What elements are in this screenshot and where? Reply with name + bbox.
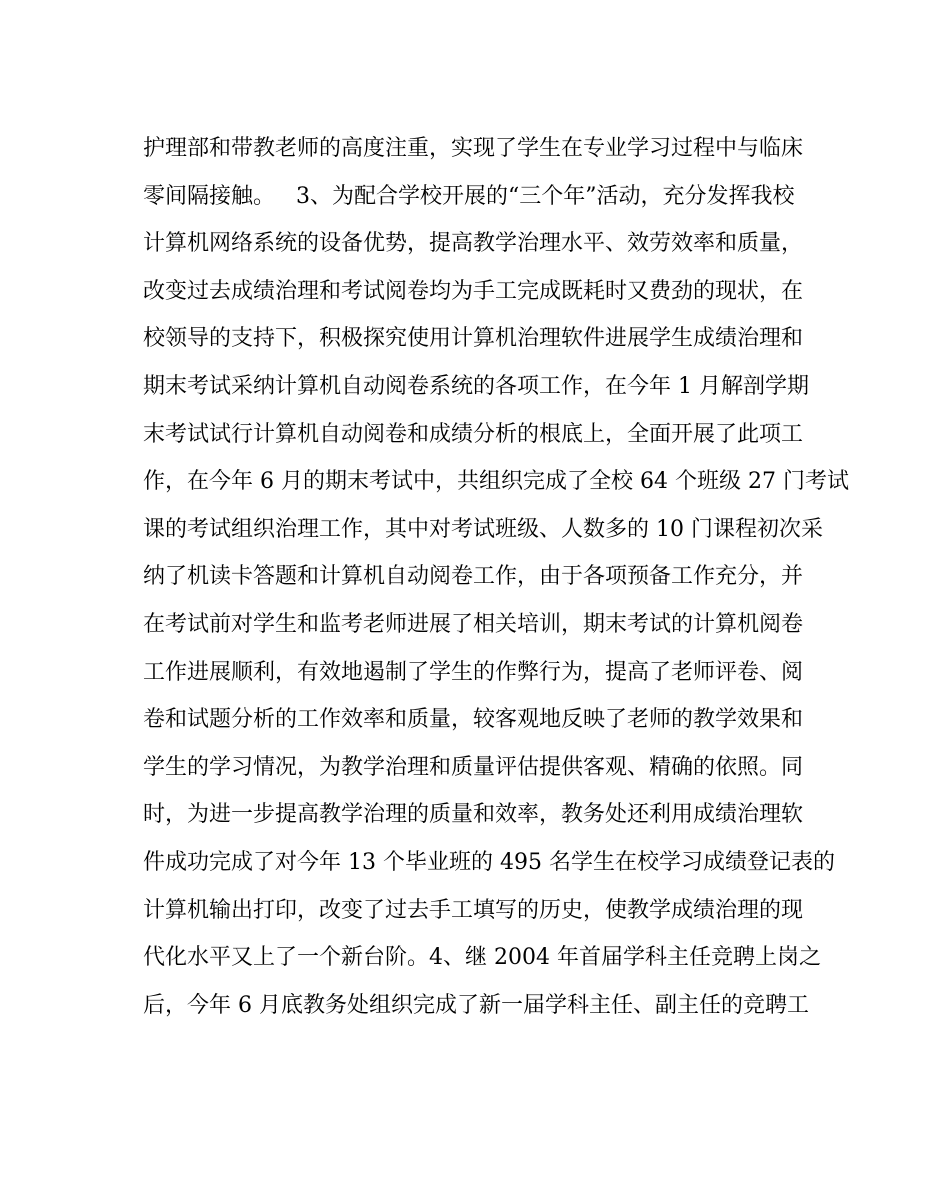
text-line: 计算机输出打印，改变了过去手工填写的历史，使教学成绩治理的现	[143, 897, 804, 923]
text-line: 工作进展顺利，有效地遏制了学生的作弊行为，提高了老师评卷、阅	[143, 659, 804, 685]
body-text	[143, 125, 849, 1029]
text-line: 末考试试行计算机自动阅卷和成绩分析的根底上，全面开展了此项工	[143, 421, 804, 447]
text-line: 纳了机读卡答题和计算机自动阅卷工作，由于各项预备工作充分，并	[143, 564, 804, 590]
text-line: 改变过去成绩治理和考试阅卷均为手工完成既耗时又费劲的现状，在	[143, 278, 804, 304]
text-line: 件成功完成了对今年 13 个毕业班的 495 名学生在校学习成绩登记表的	[143, 849, 835, 875]
text-line: 时，为进一步提高教学治理的质量和效率，教务处还利用成绩治理软	[143, 802, 804, 828]
text-line: 护理部和带教老师的高度注重，实现了学生在专业学习过程中与临床	[143, 136, 804, 161]
text-line: 学生的学习情况，为教学治理和质量评估提供客观、精确的依照。同	[143, 754, 804, 780]
text-line: 零间隔接触。 3、为配合学校开展的“三个年”活动，充分发挥我校	[143, 183, 795, 209]
text-line: 代化水平又上了一个新台阶。4、继 2004 年首届学科主任竞聘上岗之	[143, 945, 821, 971]
text-line: 在考试前对学生和监考老师进展了相关培训，期末考试的计算机阅卷	[143, 611, 804, 637]
text-line: 校领导的支持下，积极探究使用计算机治理软件进展学生成绩治理和	[143, 326, 804, 352]
text-line: 期末考试采纳计算机自动阅卷系统的各项工作，在今年 1 月解剖学期	[143, 373, 809, 399]
text-line: 卷和试题分析的工作效率和质量，较客观地反映了老师的教学效果和	[143, 707, 804, 733]
text-line: 课的考试组织治理工作，其中对考试班级、人数多的 10 门课程初次采	[143, 516, 823, 542]
text-line: 计算机网络系统的设备优势，提高教学治理水平、效劳效率和质量，	[143, 231, 804, 257]
text-line: 后，今年 6 月底教务处组织完成了新一届学科主任、副主任的竞聘工	[143, 992, 809, 1018]
text-line: 作，在今年 6 月的期末考试中，共组织完成了全校 64 个班级 27 门考试	[143, 469, 849, 495]
